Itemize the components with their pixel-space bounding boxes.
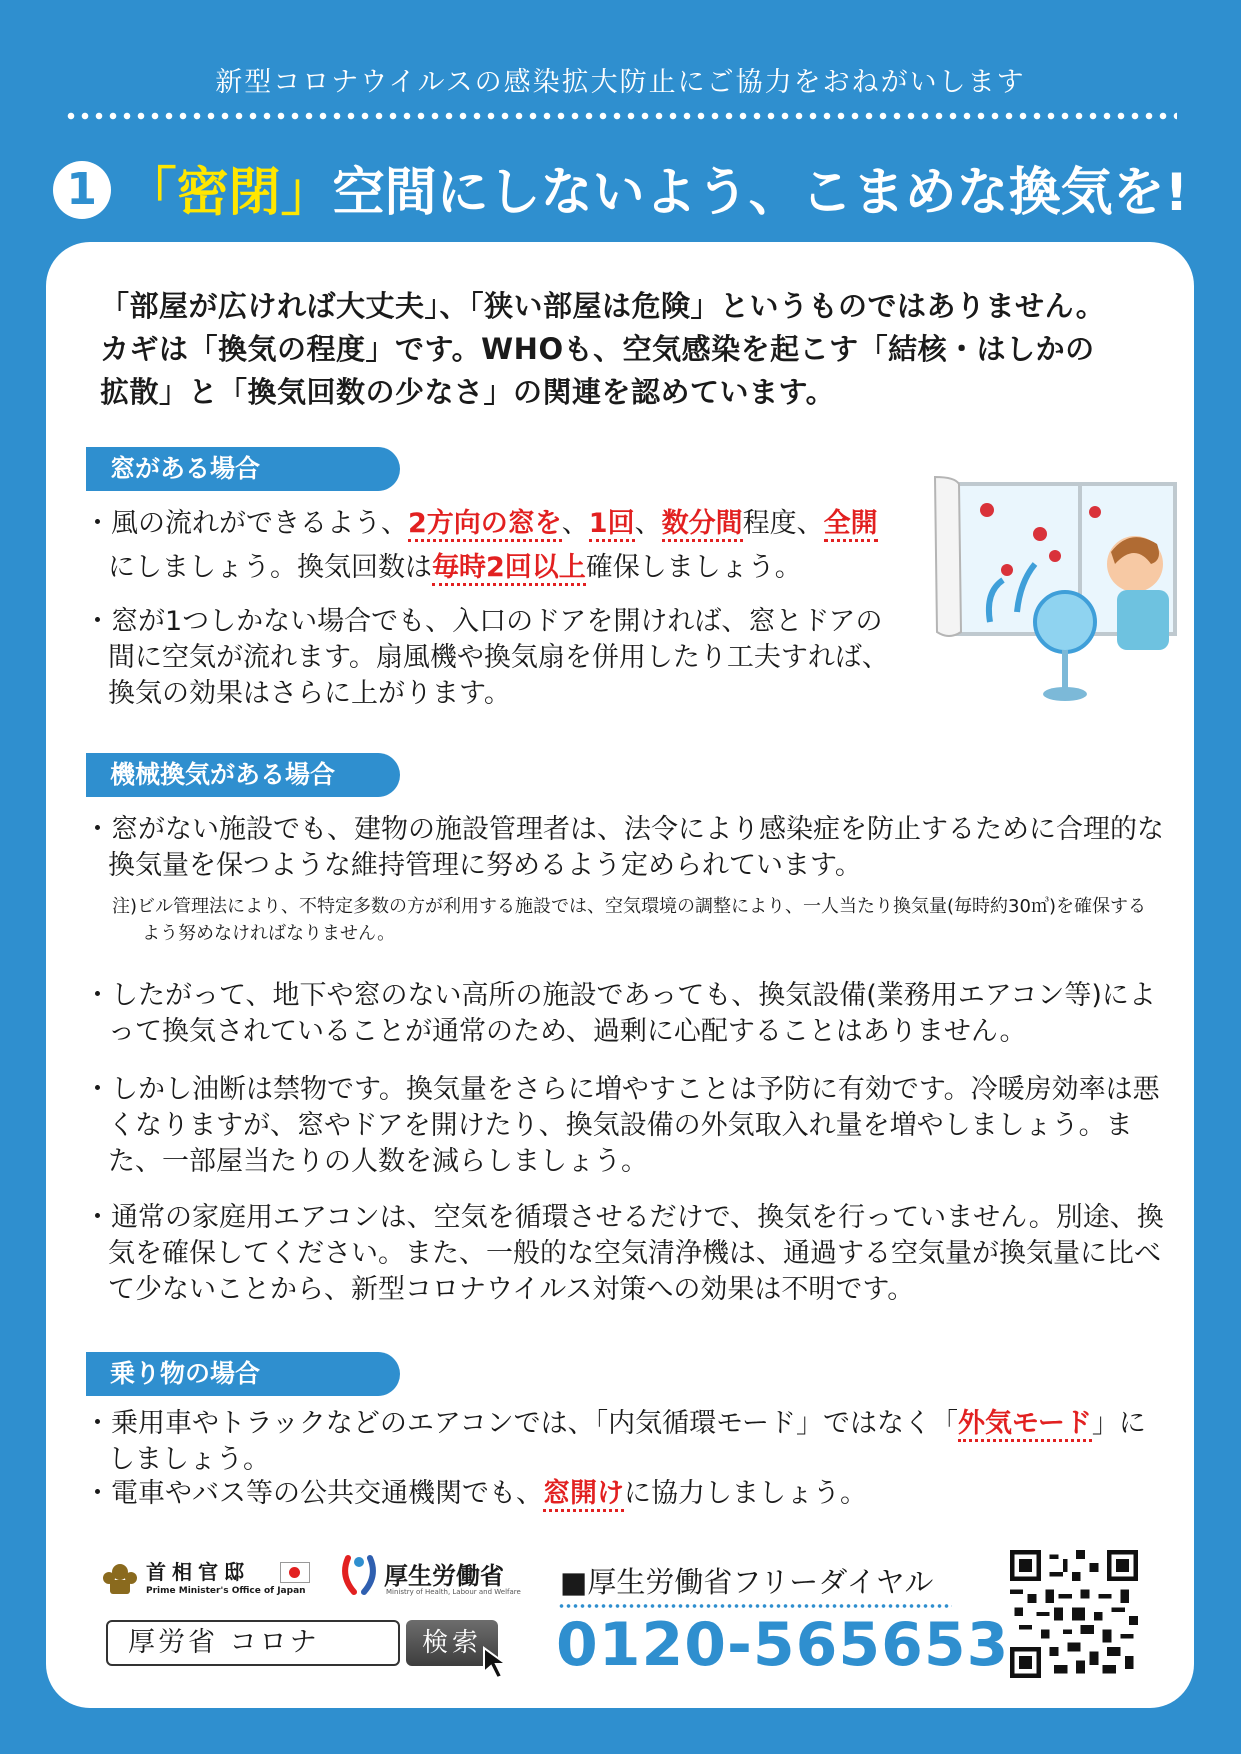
section-label-mechanical: 機械換気がある場合 [86, 753, 400, 797]
text-run: 、 [634, 508, 662, 539]
dotted-underline [558, 1604, 952, 1608]
text-run: ・風の流れができるよう、 [84, 508, 408, 539]
section-label-vehicle: 乗り物の場合 [86, 1352, 400, 1396]
mechanical-bullet-1: ・窓がない施設でも、建物の施設管理者は、法令により感染症を防止するために合理的な換気量を保つような維持管理に努めるよう定められています。 [84, 814, 1164, 881]
emphasis-text: 全開 [824, 508, 878, 542]
window-fan-illustration [925, 472, 1187, 712]
text-run: にしましょう。換気回数は [108, 552, 432, 583]
text-run: 」にしましょう。 [108, 1408, 1146, 1475]
intro-line: カギは「換気の程度」です。WHOも、空気感染を起こす「結核・はしかの [100, 332, 1095, 366]
search-input[interactable]: 厚労省 コロナ [106, 1620, 400, 1666]
text-run: ・乗用車やトラックなどのエアコンでは、「内気循環モード」ではなく「 [84, 1408, 958, 1439]
kantei-logo[interactable] [100, 1556, 310, 1604]
emphasis-text: 1回 [589, 508, 635, 542]
intro-line: 「部屋が広ければ大丈夫」、「狭い部屋は危険」というものではありません。 [100, 289, 1106, 323]
text-run: 、 [561, 508, 589, 539]
text-run: 確保しましょう。 [585, 552, 802, 583]
emphasis-text: 外気モード [958, 1408, 1092, 1442]
phone-number[interactable]: 0120-565653 [556, 1610, 1010, 1680]
title-highlight: 「密閉」 [124, 163, 333, 223]
mechanical-bullet-3: ・しかし油断は禁物です。換気量をさらに増やすことは予防に有効です。冷暖房効率は悪くなりますが、窓やドアを開けたり、換気設備の外気取入れ量を増やしましょう。また、一部屋当たりの人数を減らしましょう。 [84, 1074, 1160, 1177]
vehicle-bullet-2 [84, 1476, 1164, 1512]
search-button[interactable]: 検索 [406, 1620, 498, 1666]
qr-code-icon[interactable] [1010, 1550, 1138, 1678]
emphasis-text: 2方向の窓を [408, 508, 562, 542]
kantei-english-name: Prime Minister's Office of Japan [146, 1586, 306, 1596]
intro-paragraph [100, 285, 1160, 414]
dotted-divider [64, 112, 1177, 120]
vehicle-bullet-1 [84, 1406, 1164, 1478]
window-bullet-1 [84, 502, 904, 590]
window-bullet-2: ・窓が1つしかない場合でも、入口のドアを開ければ、窓とドアの間に空気が流れます。扇風機や換気扇を併用したり工夫すれば、換気の効果はさらに上がります。 [84, 606, 889, 709]
mhlw-logo[interactable] [340, 1550, 521, 1606]
campaign-tagline: 新型コロナウイルスの感染拡大防止にご協力をおねがいします [215, 67, 1026, 98]
number-badge: 1 [53, 161, 111, 219]
page-title [0, 150, 1241, 225]
section-label-window: 窓がある場合 [86, 447, 400, 491]
emphasis-text: 窓開け [543, 1478, 624, 1512]
crest-icon [100, 1558, 140, 1598]
emphasis-text: 数分間 [662, 508, 743, 542]
kantei-name: 首相官邸 [146, 1560, 250, 1584]
mhlw-name: 厚生労働省 [384, 1562, 504, 1590]
japan-flag-icon [280, 1562, 310, 1583]
title-text: 空間にしないよう、こまめな換気を! [332, 163, 1189, 223]
mechanical-bullet-2: ・したがって、地下や窓のない高所の施設であっても、換気設備(業務用エアコン等)によって換気されていることが通常のため、過剰に心配することはありません。 [84, 980, 1156, 1047]
text-run: ・電車やバス等の公共交通機関でも、 [84, 1478, 543, 1509]
law-note: 注)ビル管理法により、不特定多数の方が利用する施設では、空気環境の調整により、一人当たり換気量(毎時約30㎥)を確保するよう努めなければなりません。 [112, 896, 1146, 944]
text-run: 程度、 [742, 508, 824, 539]
mechanical-bullet-4: ・通常の家庭用エアコンは、空気を循環させるだけで、換気を行っていません。別途、換気を確保してください。また、一般的な空気清浄機は、通過する空気量が換気量に比べて少ないことから、新型コロナウイルス対策への効果は不明です。 [84, 1202, 1164, 1305]
emphasis-text: 毎時2回以上 [432, 552, 586, 586]
intro-line: 拡散」と「換気回数の少なさ」の関連を認めています。 [100, 375, 836, 409]
mhlw-logo-icon [340, 1552, 378, 1596]
text-run: に協力しましょう。 [624, 1478, 867, 1509]
mhlw-english-name: Ministry of Health, Labour and Welfare [386, 1588, 521, 1596]
cursor-icon [482, 1646, 516, 1680]
free-dial-label: ■厚生労働省フリーダイヤル [560, 1565, 934, 1599]
